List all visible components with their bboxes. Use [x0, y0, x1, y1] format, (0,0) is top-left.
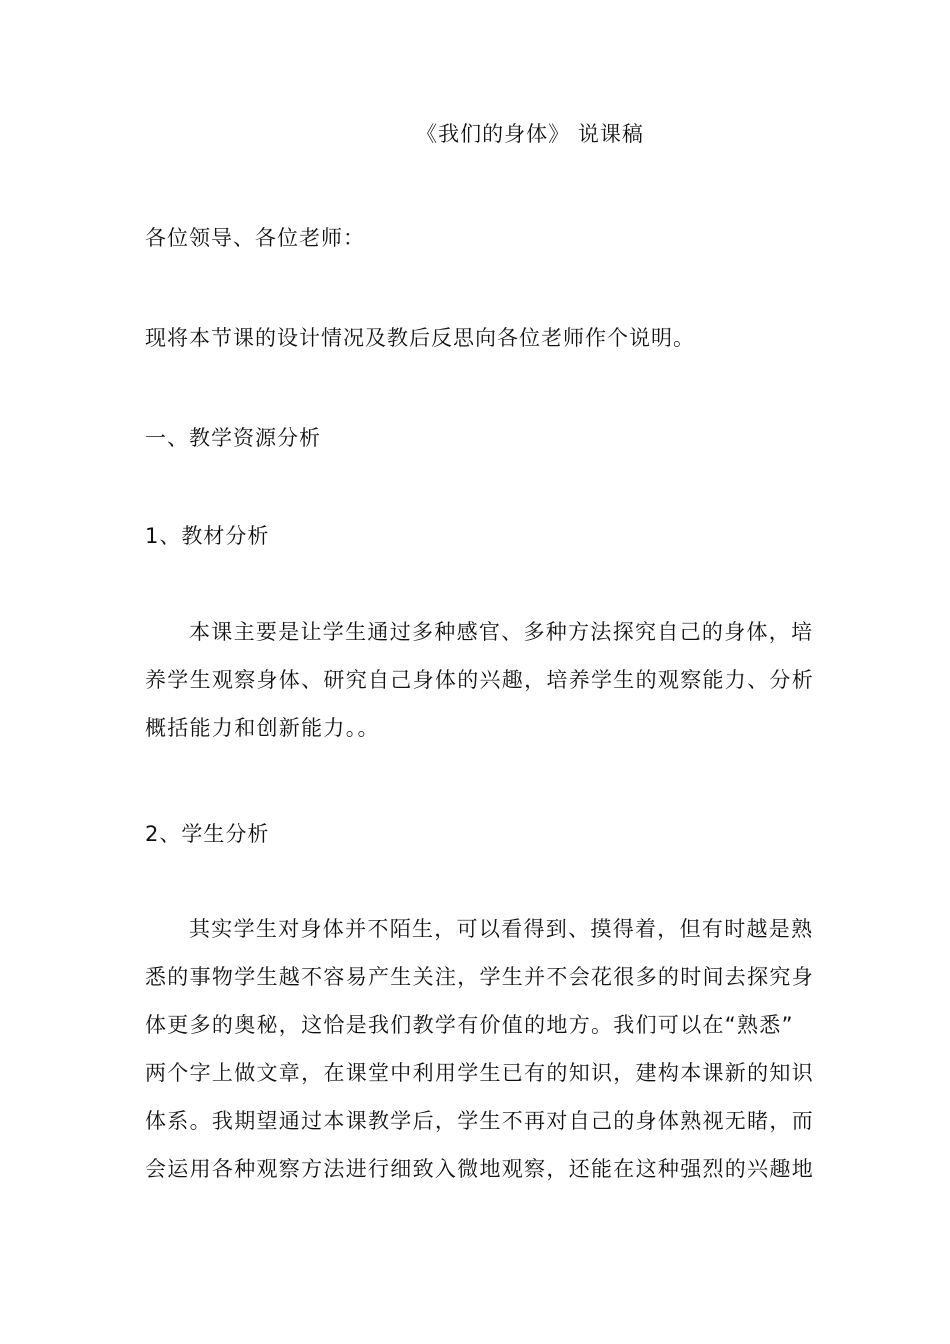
paragraph-line: 其实学生对身体并不陌生，可以看得到、摸得着，但有时越是熟 — [189, 917, 814, 941]
paragraph-line: 悉的事物学生越不容易产生关注，学生并不会花很多的时间去探究身 — [145, 965, 814, 989]
paragraph-line: 养学生观察身体、研究自己身体的兴趣，培养学生的观察能力、分析 — [145, 668, 814, 692]
subsection-heading-student-analysis: 2、学生分析 — [145, 822, 270, 846]
paragraph-line: 体系。我期望通过本课教学后，学生不再对自己的身体熟视无睹，而 — [145, 1109, 814, 1133]
paragraph-student-analysis — [145, 905, 814, 1193]
intro-text: 现将本节课的设计情况及教后反思向各位老师作个说明。 — [145, 326, 695, 350]
section-heading-resource-analysis: 一、教学资源分析 — [145, 426, 321, 450]
paragraph-line: 体更多的奥秘，这恰是我们教学有价值的地方。我们可以在“熟悉” — [145, 1013, 794, 1037]
document-title: 《我们的身体》 说课稿 — [416, 122, 644, 146]
subsection-heading-textbook-analysis: 1、教材分析 — [145, 524, 270, 548]
paragraph-line: 会运用各种观察方法进行细致入微地观察，还能在这种强烈的兴趣地 — [145, 1157, 814, 1181]
greeting: 各位领导、各位老师： — [145, 226, 365, 250]
paragraph-textbook-analysis — [145, 608, 814, 752]
paragraph-line: 本课主要是让学生通过多种感官、多种方法探究自己的身体，培 — [189, 620, 814, 644]
paragraph-line: 两个字上做文章，在课堂中利用学生已有的知识，建构本课新的知识 — [145, 1061, 814, 1085]
paragraph-line: 概括能力和创新能力。。 — [145, 716, 380, 740]
